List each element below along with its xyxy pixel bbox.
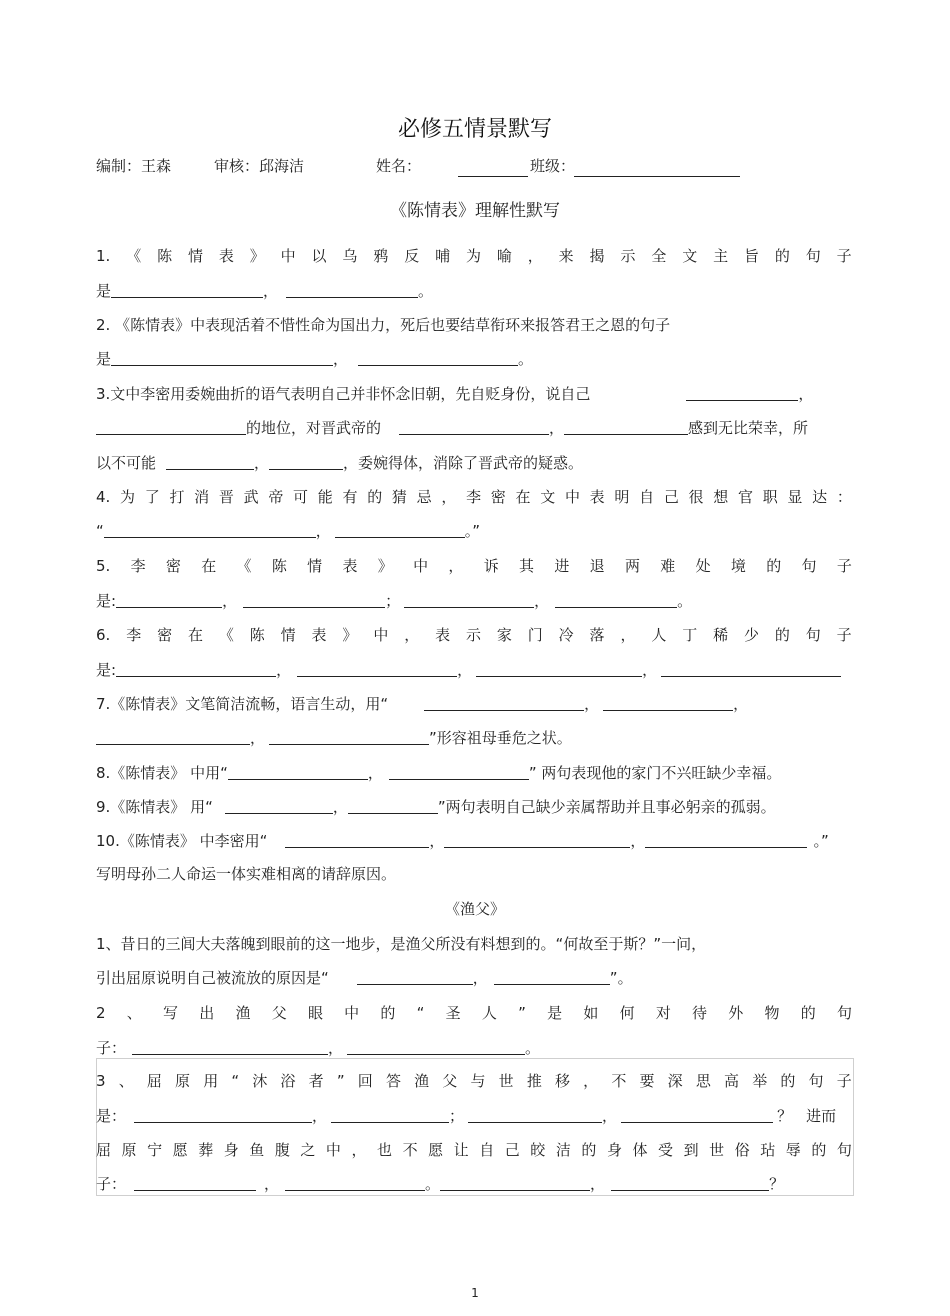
answer-blank[interactable] (404, 591, 534, 608)
answer-blank[interactable] (603, 694, 733, 711)
answer-blank[interactable] (297, 660, 457, 677)
answer-blank[interactable] (285, 1174, 425, 1191)
yufu-question-1-line-2: 引出屈原说明自己被流放的原因是“ ， ”。 (96, 969, 633, 987)
answer-blank[interactable] (111, 349, 333, 366)
answer-blank[interactable] (347, 1038, 525, 1055)
answer-blank[interactable] (285, 831, 429, 848)
yufu-question-3-line-2: 是： ， ； ， ？ 进而 (96, 1107, 837, 1125)
answer-blank[interactable] (331, 1106, 449, 1123)
question-2-line-1: 2. 《陈情表》中表现活着不惜性命为国出力，死后也要结草衔环来报答君王之恩的句子 (96, 316, 671, 334)
yufu-question-2-line-1: 2 、 写 出 渔 父 眼 中 的 “ 圣 人 ” 是 如 何 对 待 外 物 的 句 (96, 1004, 852, 1022)
answer-blank[interactable] (564, 418, 688, 435)
question-3-line-2: 的地位，对晋武帝的 ， 感到无比荣幸，所 (96, 416, 852, 440)
question-6-line-2: 是: ， ， ， (96, 658, 852, 682)
name-blank[interactable] (458, 160, 528, 177)
answer-blank[interactable] (645, 831, 807, 848)
question-10-line-2: 写明母孙二人命运一体实难相离的请辞原因。 (96, 865, 397, 883)
page-title: 必修五情景默写 (397, 117, 552, 142)
question-10-line-1: 10.《陈情表》 中李密用“ ， ， 。” (96, 832, 829, 850)
answer-blank[interactable] (476, 660, 642, 677)
answer-blank[interactable] (621, 1106, 773, 1123)
answer-blank[interactable] (440, 1174, 590, 1191)
answer-blank[interactable] (228, 763, 368, 780)
yufu-question-3-line-4: 子： ， 。 ， ？ (96, 1175, 785, 1193)
answer-blank[interactable] (468, 1106, 602, 1123)
yufu-question-1-line-1: 1、昔日的三闾大夫落魄到眼前的这一地步，是渔父所没有料想到的。“何故至于斯？”一问， (96, 935, 707, 953)
answer-blank[interactable] (269, 728, 429, 745)
answer-blank[interactable] (661, 660, 841, 677)
question-4-line-1: 4. 为 了 打 消 晋 武 帝 可 能 有 的 猜 忌 ， 李 密 在 文 中 表 明 自 己 很 想 官 职 显 达 ： (96, 488, 852, 506)
answer-blank[interactable] (104, 521, 316, 538)
answer-blank[interactable] (611, 1174, 769, 1191)
question-5-line-1: 5. 李 密 在 《 陈 情 表 》 中 ， 诉 其 进 退 两 难 处 境 的 句 子 (96, 557, 852, 575)
answer-blank[interactable] (494, 968, 610, 985)
question-4-line-2: “ ， 。” (96, 522, 481, 540)
class-label: 班级： (530, 157, 576, 175)
class-blank[interactable] (574, 160, 740, 177)
question-6-line-1: 6. 李 密 在 《 陈 情 表 》 中 ， 表 示 家 门 冷 落 ， 人 丁 稀 少 的 句 子 (96, 626, 852, 644)
question-3-line-1: 3.文中李密用委婉曲折的语气表明自己并非怀念旧朝，先自贬身份，说自己 ， (96, 385, 814, 403)
section-heading-yufu: 《渔父》 (444, 900, 505, 918)
answer-blank[interactable] (134, 1174, 256, 1191)
question-8: 8.《陈情表》 中用“ ， ” 两句表现他的家门不兴旺缺少幸福。 (96, 764, 782, 782)
answer-blank[interactable] (132, 1038, 328, 1055)
answer-blank[interactable] (116, 591, 222, 608)
question-7-line-2: ， ”形容祖母垂危之状。 (96, 726, 852, 750)
yufu-question-3-line-3: 屈 原 宁 愿 葬 身 鱼 腹 之 中 ， 也 不 愿 让 自 己 皎 洁 的 身 体 受 到 世 俗 玷 辱 的 句 (96, 1141, 852, 1159)
yufu-question-3-line-1: 3 、 屈 原 用 “ 沐 浴 者 ” 回 答 渔 父 与 世 推 移 ， 不 要 深 思 高 举 的 句 子 (96, 1072, 852, 1090)
answer-blank[interactable] (166, 453, 254, 470)
answer-blank[interactable] (225, 797, 333, 814)
answer-blank[interactable] (269, 453, 343, 470)
answer-blank[interactable] (116, 660, 276, 677)
question-3-line-3: 以不可能 ， ，委婉得体，消除了晋武帝的疑惑。 (96, 454, 584, 472)
question-7-line-1: 7.《陈情表》文笔简洁流畅，语言生动，用“ ， ， (96, 695, 749, 713)
question-1-line-1: 1. 《 陈 情 表 》 中 以 乌 鸦 反 哺 为 喻 ， 来 揭 示 全 文 主 旨 的 句 子 (96, 247, 852, 265)
yufu-question-2-line-2: 子： ， 。 (96, 1039, 541, 1057)
answer-blank[interactable] (555, 591, 677, 608)
question-5-line-2: 是: ， ； ， 。 (96, 592, 693, 610)
answer-blank[interactable] (286, 281, 418, 298)
reviewer-label: 审核：邱海洁 (214, 157, 305, 175)
page-number: 1 (471, 1286, 479, 1300)
answer-blank[interactable] (243, 591, 385, 608)
answer-blank[interactable] (358, 349, 518, 366)
name-label: 姓名： (376, 157, 422, 175)
answer-blank[interactable] (686, 384, 798, 401)
answer-blank[interactable] (96, 728, 250, 745)
question-1-line-2: 是 ， 。 (96, 282, 434, 300)
section-heading-chenqingbiao: 《陈情表》理解性默写 (390, 201, 560, 221)
answer-blank[interactable] (399, 418, 549, 435)
question-2-line-2: 是 ， 。 (96, 350, 534, 368)
answer-blank[interactable] (444, 831, 630, 848)
answer-blank[interactable] (389, 763, 529, 780)
answer-blank[interactable] (424, 694, 584, 711)
answer-blank[interactable] (348, 797, 438, 814)
answer-blank[interactable] (134, 1106, 312, 1123)
question-9: 9.《陈情表》 用“ ， ”两句表明自己缺少亲属帮助并且事必躬亲的孤弱。 (96, 798, 776, 816)
answer-blank[interactable] (96, 418, 246, 435)
answer-blank[interactable] (111, 281, 263, 298)
answer-blank[interactable] (335, 521, 465, 538)
answer-blank[interactable] (357, 968, 473, 985)
editor-label: 编制：王森 (96, 157, 172, 175)
